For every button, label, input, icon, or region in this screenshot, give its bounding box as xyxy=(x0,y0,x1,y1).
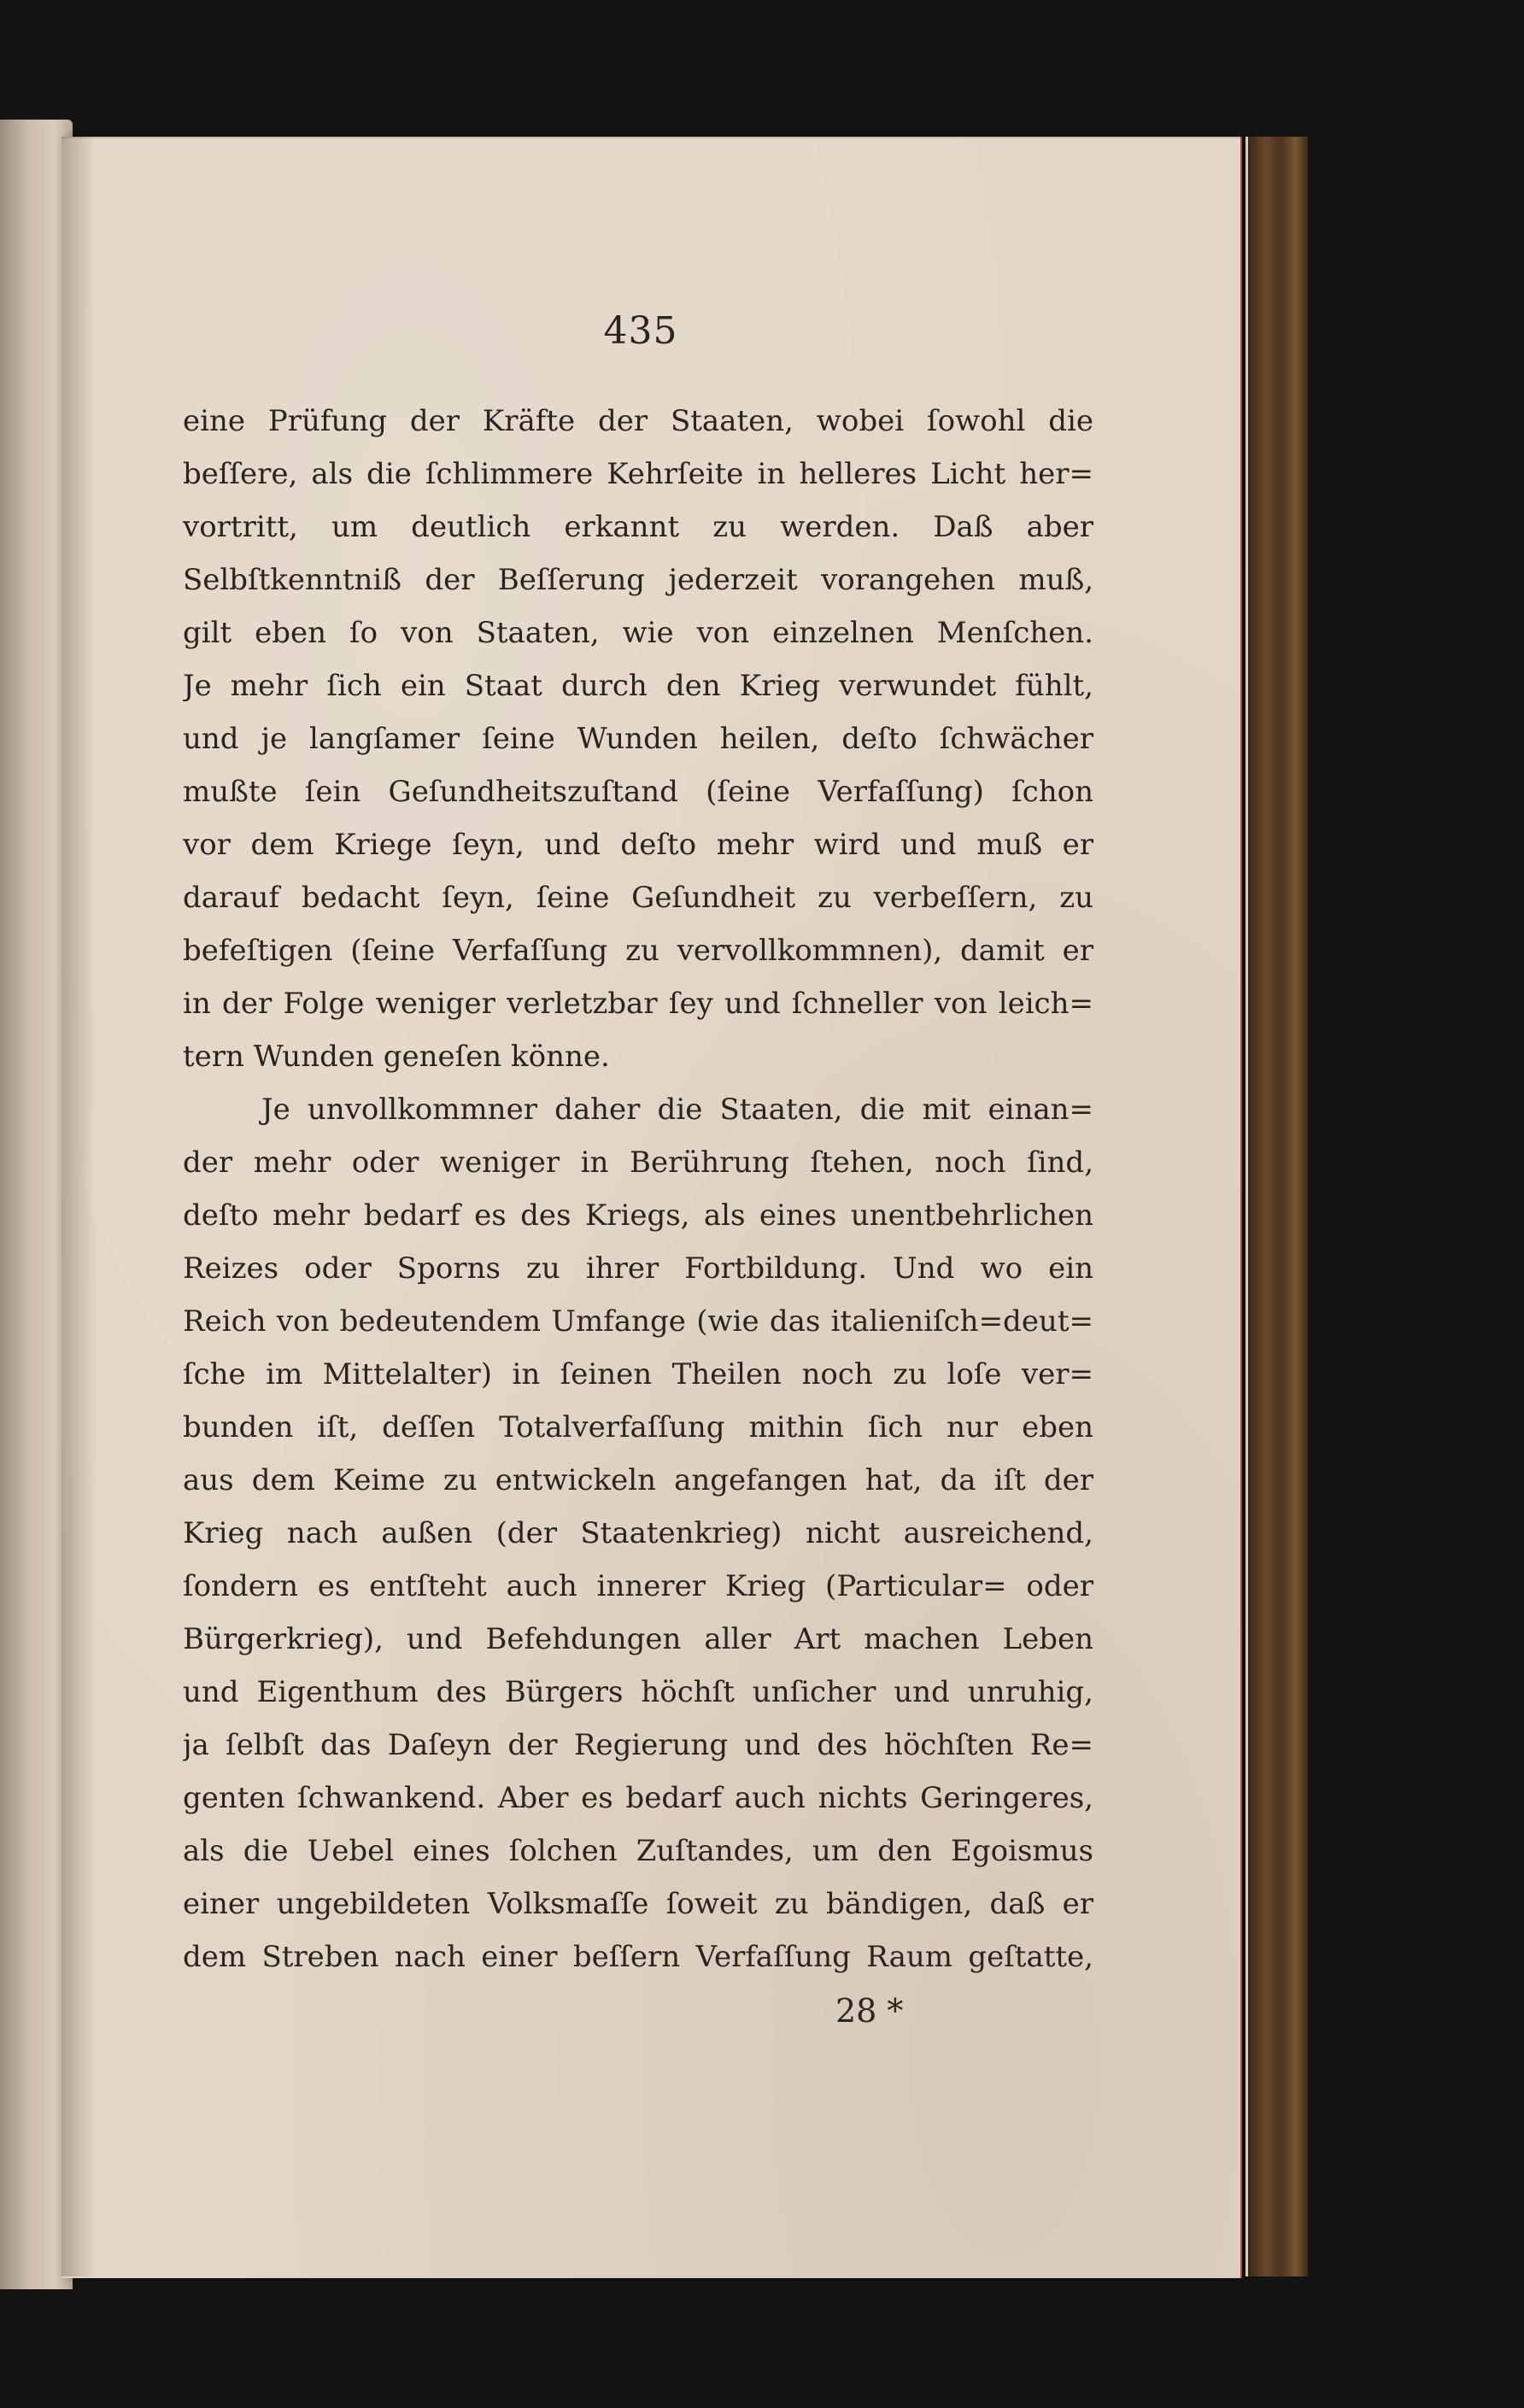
text-line: ſondern es entſteht auch innerer Krieg (Particular= oder xyxy=(183,1569,1093,1603)
text-line: Krieg nach außen (der Staatenkrieg) nicht ausreichend, xyxy=(183,1516,1093,1550)
text-line: Selbſtkenntniß der Beſſerung jederzeit vorangehen muß, xyxy=(183,563,1093,597)
text-line: deſto mehr bedarf es des Kriegs, als eines unentbehrlichen xyxy=(183,1198,1093,1233)
text-line: mußte ſein Geſundheitszuſtand (ſeine Verfaſſung) ſchon xyxy=(183,775,1093,809)
text-line: der mehr oder weniger in Berührung ſtehen, noch ſind, xyxy=(183,1145,1093,1180)
text-line: Reich von bedeutendem Umfange (wie das italieniſch=deut= xyxy=(183,1304,1093,1339)
text-line: vor dem Kriege ſeyn, und deſto mehr wird und muß er xyxy=(183,828,1093,862)
page-number: 435 xyxy=(603,309,678,353)
signature-mark: 28 * xyxy=(835,1992,904,2030)
text-line: bunden iſt, deſſen Totalverfaſſung mithin ſich nur eben xyxy=(183,1410,1093,1444)
paragraph-start-line: Je unvollkommner daher die Staaten, die mit einan= xyxy=(261,1093,1093,1127)
text-line: dem Streben nach einer beſſern Verfaſſung Raum geſtatte, xyxy=(183,1940,1093,1974)
text-line: befeſtigen (ſeine Verfaſſung zu vervollkommnen), damit er xyxy=(183,934,1093,968)
text-line: und Eigenthum des Bürgers höchſt unſicher und unruhig, xyxy=(183,1675,1093,1709)
text-line: in der Folge weniger verletzbar ſey und ſchneller von leich= xyxy=(183,987,1093,1021)
text-line: und je langſamer ſeine Wunden heilen, deſto ſchwächer xyxy=(183,722,1093,756)
book-cover-edge xyxy=(1246,137,1308,2276)
text-line: vortritt, um deutlich erkannt zu werden. Daß aber xyxy=(183,510,1093,544)
body-text xyxy=(183,395,1093,1983)
text-line: Reizes oder Sporns zu ihrer Fortbildung. Und wo ein xyxy=(183,1251,1093,1286)
text-line: darauf bedacht ſeyn, ſeine Geſundheit zu verbeſſern, zu xyxy=(183,881,1093,915)
text-line: aus dem Keime zu entwickeln angefangen hat, da iſt der xyxy=(183,1463,1093,1497)
text-line: einer ungebildeten Volksmaſſe ſoweit zu bändigen, daß er xyxy=(183,1887,1093,1921)
text-line: Je mehr ſich ein Staat durch den Krieg verwundet fühlt, xyxy=(183,669,1093,703)
text-line: beſſere, als die ſchlimmere Kehrſeite in helleres Licht her= xyxy=(183,457,1093,491)
gutter-shadow xyxy=(62,137,96,2276)
text-line: Bürgerkrieg), und Befehdungen aller Art machen Leben xyxy=(183,1622,1093,1656)
text-line: als die Uebel eines ſolchen Zuſtandes, um den Egoismus xyxy=(183,1834,1093,1868)
text-line: gilt eben ſo von Staaten, wie von einzelnen Menſchen. xyxy=(183,616,1093,650)
paragraph-end-line: tern Wunden geneſen könne. xyxy=(183,1040,610,1074)
text-line: genten ſchwankend. Aber es bedarf auch nichts Geringeres, xyxy=(183,1781,1093,1815)
text-line: ſche im Mittelalter) in ſeinen Theilen noch zu loſe ver= xyxy=(183,1357,1093,1391)
text-line: ja ſelbſt das Daſeyn der Regierung und des höchſten Re= xyxy=(183,1728,1093,1762)
text-line: eine Prüfung der Kräfte der Staaten, wobei ſowohl die xyxy=(183,404,1093,438)
